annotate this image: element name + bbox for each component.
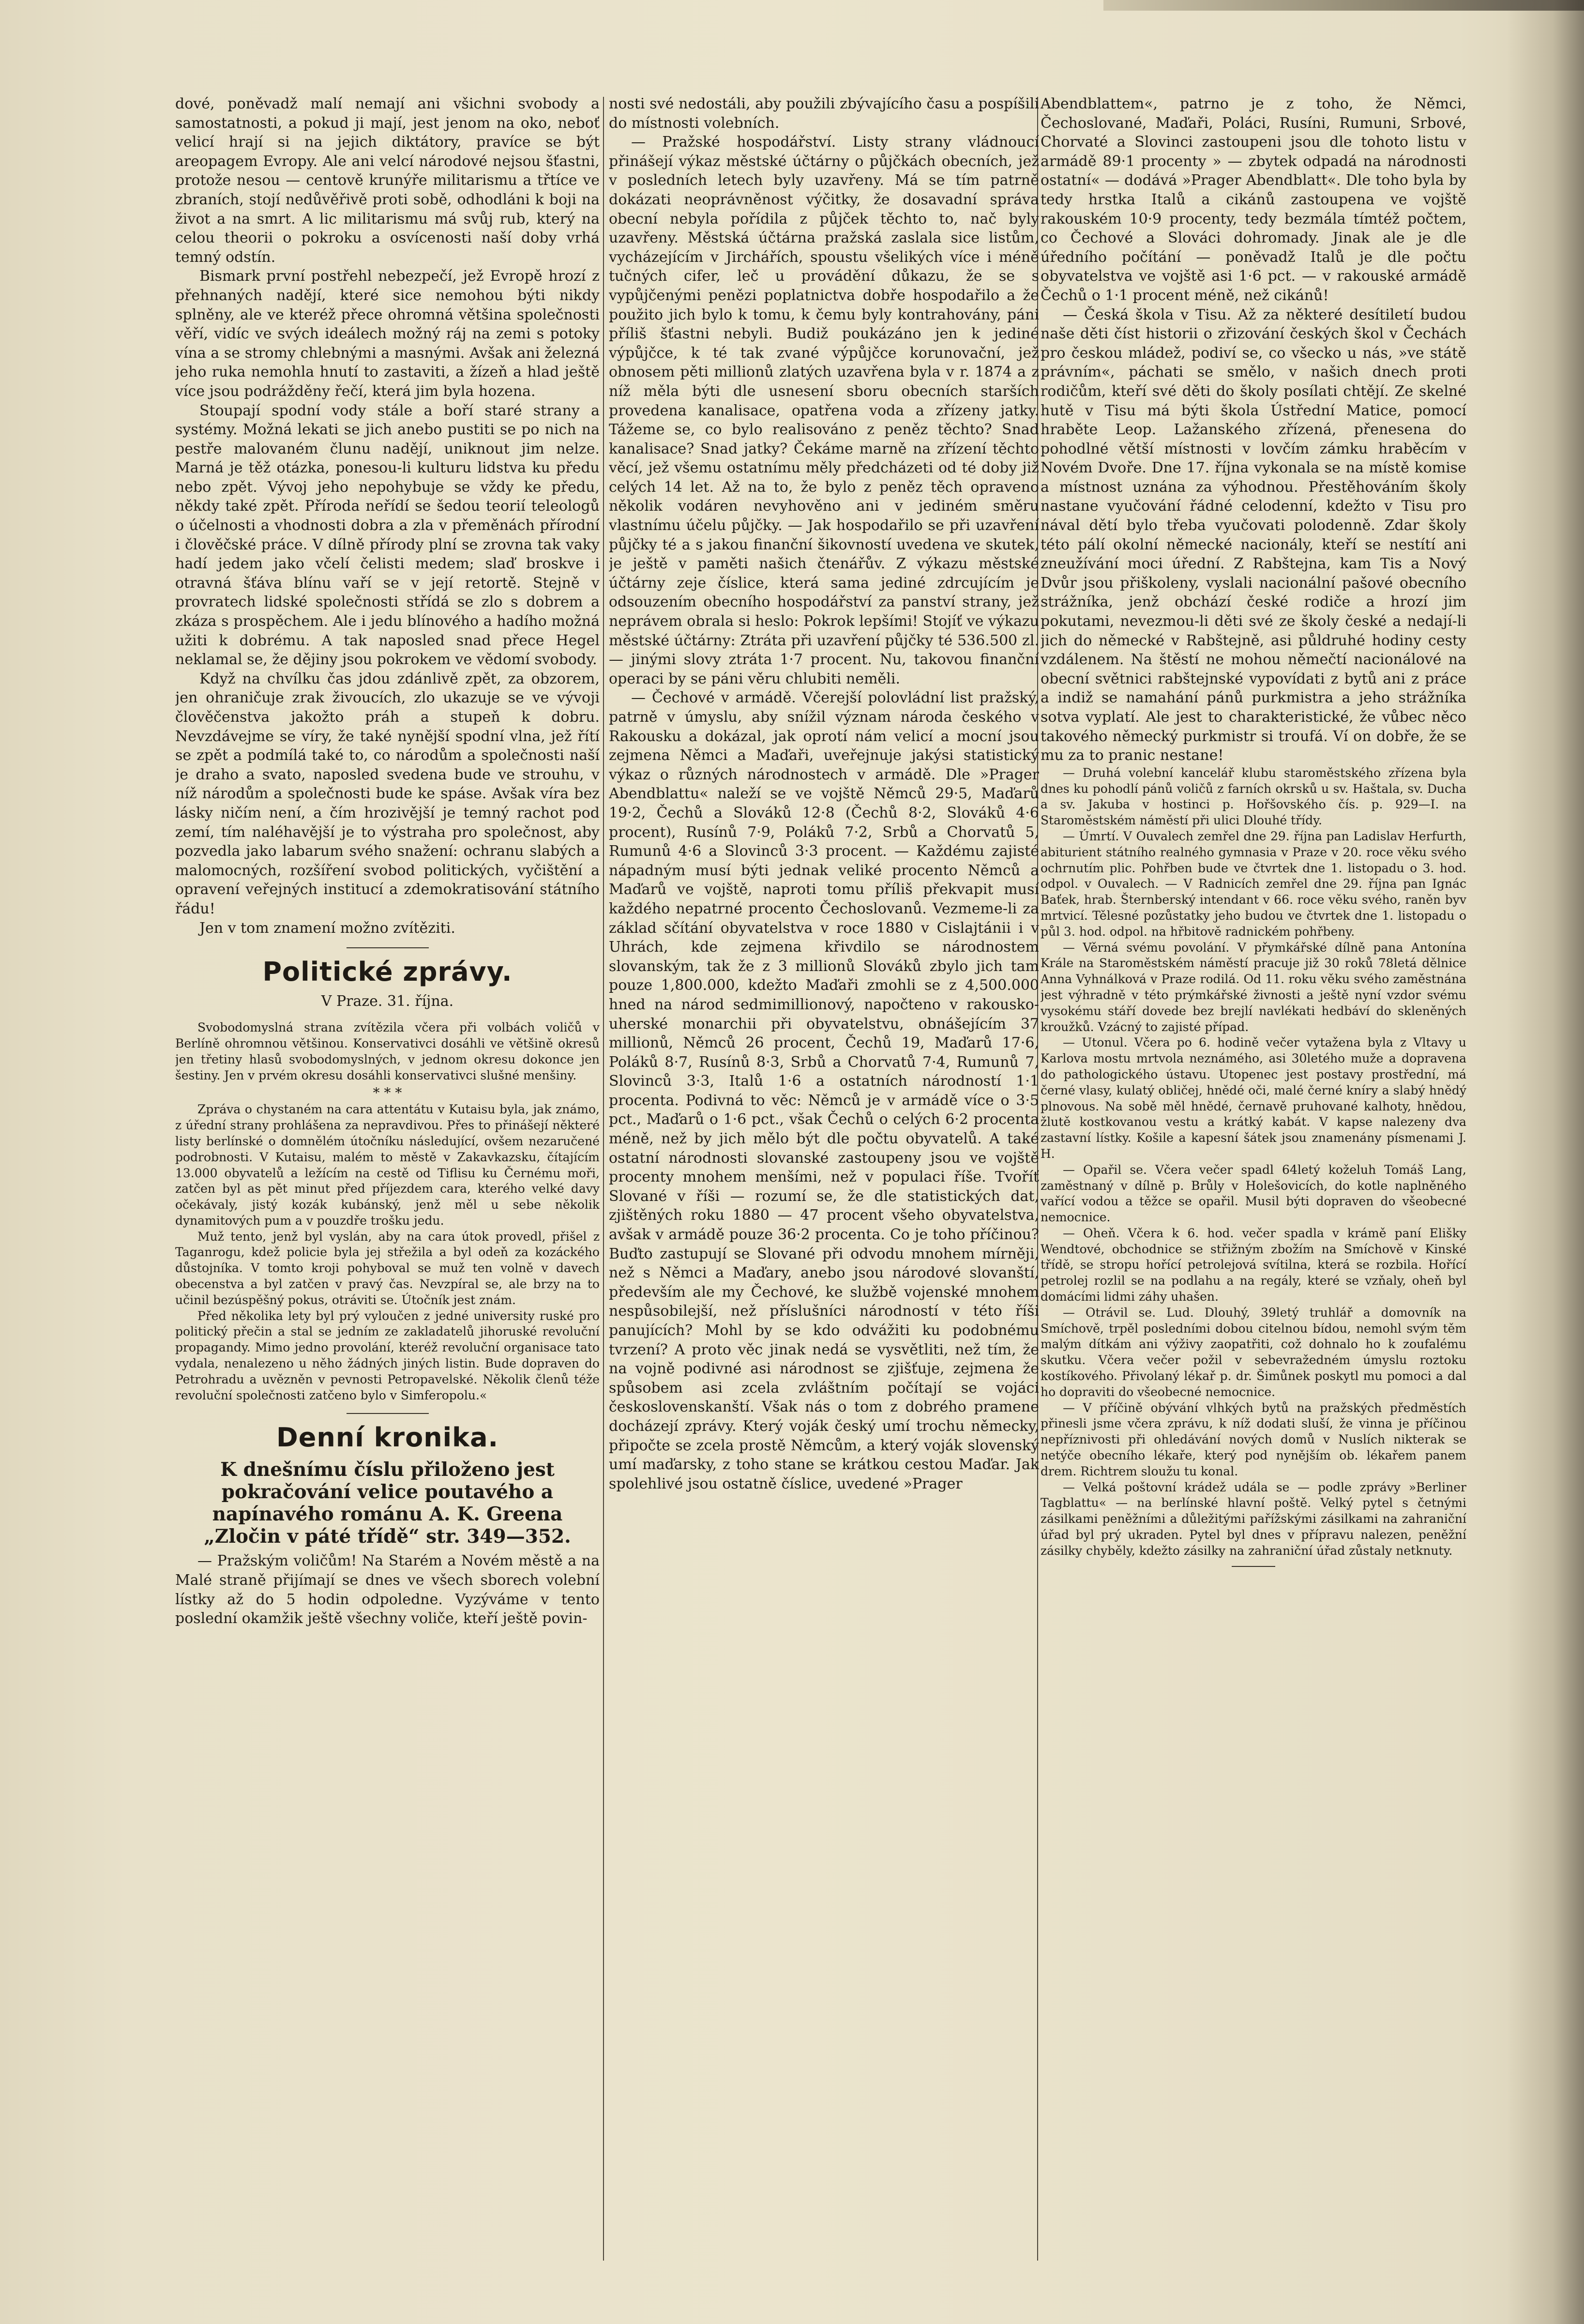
news-item: — Oheň. Včera k 6. hod. večer spadla v krámě paní Elišky Wendtové, obchodnice se střižným zbožím na Smíchově v Kinské třídě, se stropu hořící petrolejová svítilna, která se rozbila. Hořící petrolej rozlil se na podlahu a na regály, které se vzňaly, oheň byl domácími lidmi záhy uhašen. (1041, 1226, 1466, 1304)
news-item: — Čechové v armádě. Včerejší polovládní list pražský, patrně v úmyslu, aby snížil význam národa českého v Rakousku a dokázal, jak oprotí nám velicí a mocní jsou zejmena Němci a Maďaři, uveřejnuje jakýsi statistický výkaz o různých národnostech v armádě. Dle »Prager Abendblattu« naleží se ve vojště Němců 29·5, Maďarů 19·2, Čechů a Slováků 12·8 (Čechů 8·2, Slováků 4·6 procent), Rusínů 7·9, Poláků 7·2, Srbů a Chorvatů 5, Rumunů 4·6 a Slovinců 3·3 procent. — Každému zajisté nápadným musí býti jednak veliké procento Němců a Maďarů ve vojště, naproti tomu příliš překvapit musí každého nepatrné procento Čechoslovanů. Vezmeme-li za základ sčítání obyvatelstva v roce 1880 v Cislajtánii i v Uhrách, kde zejmena křivdilo se národnostem slovanským, tak že z 3 millionů Slováků zbylo jich tam pouze 1,800.000, kdežto Maďaři zmohli se z 4,500.000 hned na národ sedmimillionový, napočteno v rakousko-uherské monarchii při obyvatelstvu, obnášejícím 37 millionů, Němců 26 procent, Čechů 19, Maďarů 17·6, Poláků 8·7, Rusínů 8·3, Srbů a Chorvatů 7·4, Rumunů 7, Slovinců 3·3, Italů 1·6 a ostatních národností 1·1 procenta. Podivná to věc: Němců je v armádě více o 3·5 pct., Maďarů o 1·6 pct., však Čechů o celých 6·2 procenta méně, než by jich mělo být dle počtu obyvatelů. A také ostatní národnosti slovanské zastoupeny jsou ve vojště procenty mnohem menšími, než v populaci říše. Tvoříť Slované v říši — rozumí se, že dle statistických dat, zjištěných roku 1880 — 47 procent všeho obyvatelstva, avšak v armádě pouze 36·2 procenta. Co je toho příčinou? Buďto zastupují se Slované při odvodu mnohem mírněji, než s Němci a Maďary, anebo jsou národové slovanští, především ale my Čechové, ke službě vojenské mnohem nespůsobilejší, než příslušníci národností v této říši panujících? Mohl by se kdo odvážiti ku podobnému tvrzení? A proto věc jinak nedá se vysvětliti, než tím, že na vojně podivné asi národnost se zjišťuje, zejmena že spůsobem asi zcela zvláštním počítají se vojáci československanští. Však nás o tom z dobrého pramene docházejí zprávy. Který voják český umí trochu německy, připočte se zcela prostě Němcům, a který voják slovenský umí maďarsky, z toho stane se krátkou cestou Maďar. Jak spolehlivé jsou ostatně číslice, uvedené »Prager (609, 689, 1039, 1492)
section-divider (347, 1413, 429, 1414)
article-paragraph: dové, poněvadž malí nemají ani všichni svobody a samostatnosti, a pokud ji mají, jest jenom na oko, neboť velicí hrají si na jejich diktátory, pravíce se být areopagem Evropy. Ale ani velcí národové nejsou šťastni, protože nesou — centově krunýře militarismu a třtíce ve zbraních, stojí nedůvěřivě proti sobě, odhodláni k boji na život a na smrt. A lic militarismu má svůj rub, který na celou theorii o pokroku a osvícenosti naší doby vrhá temný odstín. (175, 95, 600, 266)
news-item: Svobodomyslná strana zvítězila včera při volbách voličů v Berlíně ohromnou většinou. Konservativci dosáhli ve většině okresů jen třetiny hlasů svobodomyslných, v jednom okresu dokonce jen šestiny. Jen v prvém okresu dosáhli konservativci slušné menšiny. (175, 1020, 600, 1082)
news-item: — Utonul. Včera po 6. hodině večer vytažena byla z Vltavy u Karlova mostu mrtvola neznámého, asi 30letého muže a dopravena do pathologického ústavu. Utopenec jest postavy prostřední, má černé vlasy, kulatý obličej, hnědé oči, malé černé kníry a slabý hnědý plnovous. Na sobě měl hnědé, černavě pruhované kalhoty, hnědou, žlutě kostkovanou vestu a krátký kabát. V kapse nalezeny dva zastavní lístky. Košile a kapesní šátek jsou znamenány písmenami J. H. (1041, 1035, 1466, 1161)
article-paragraph: Když na chvílku čas jdou zdánlivě zpět, za obzorem, jen ohraničuje zrak živoucích, zlo ukazuje se ve vývoji člověčenstva jakožto práh a stupeň k dobru. Nevzdávejme se víry, že také nynější spodní vlna, jež řítí se zpět a podmílá také to, co národům a společnosti naší je draho a svato, naposled svedena bude ve strouhu, v níž národům a společnosti bude ke spáse. Avšak víra bez lásky ničím není, a čím hrozivější je temný rachot pod zemí, tím naléhavější je to výstraha pro společnost, aby pozvedla jako labarum svého snažení: ochranu slabých a malomocných, rozšíření svobod politických, vyčištění a opravení veřejných institucí a zdemokratisování státního řádu! (175, 670, 600, 917)
news-item: — Otrávil se. Lud. Dlouhý, 39letý truhlář a domovník na Smíchově, trpěl posledními dobou citelnou bídou, nemohl svým těm malým dítkám ani výživy zaopatřiti, což dohnalo ho k zoufalému skutku. Včera večer požil v sebevražedném úmyslu roztoku kostíkového. Přivolaný lékař p. dr. Šimůnek poskytl mu pomoci a dal ho dopraviti do všeobecné nemocnice. (1041, 1305, 1466, 1399)
dateline: V Praze. 31. října. (321, 993, 454, 1010)
supplement-notice: K dnešnímu číslu přiloženo jest pokračování velice poutavého a napínavého románu A. K. Greena „Zločin v páté třídě“ str. 349—352. (204, 1458, 571, 1548)
article-paragraph: Bismark první postřehl nebezpečí, jež Evropě hrozí z přehnaných nadějí, které sice nemohou býti nikdy splněny, ale ve kteréž přece ohromná většina společnosti věří, vidíc ve svých ideálech možný ráj na zemi s potoky vína a se stromy chlebnými a masnými. Avšak ani železná jeho ruka nemohla hnutí to zastaviti, a žízeň a hlad ještě více jsou podrážděny řečí, která jim byla hozena. (175, 268, 600, 400)
news-item: — V příčině obývání vlhkých bytů na pražských předměstích přinesli jsme včera zprávu, k níž dodati sluší, že vinna je příčinou nepříznivosti při ohledávání nových domů v Nuslích nikterak se netýče obecního lékaře, který pod nynějším ob. lékařem panem drem. Richtrem sloužu tu konal. (1041, 1400, 1466, 1478)
news-item: — Pražským voličům! Na Starém a Novém městě a na Malé straně přijímají se dnes ve všech sborech volební lístky až do 5 hodin odpoledne. Vyzýváme v tento poslední okamžik ještě všechny voliče, kteří ještě povin- (175, 1552, 600, 1627)
article-paragraph: Abendblattem«, patrno je z toho, že Němci, Čechoslované, Maďaři, Poláci, Rusíni, Rumuni, Srbové, Chorvaté a Slovinci zastoupeni jsou dle tohoto listu v armádě 89·1 procenty » — zbytek odpadá na národnosti ostatní« — dodává »Prager Abendblatt«. Dle toho byla by tedy hrstka Italů a cikánů zastoupena ve vojště rakouském 10·9 procenty, tedy bezmála tímtéž počtem, co Čechové a Slováci dohromady. Jinak ale je dle úředního počítání — poněvadž Italů je dle počtu obyvatelstva ve vojště asi 1·6 pct. — v rakouské armádě Čechů o 1·1 procent méně, než cikánů! (1041, 95, 1466, 304)
column-rule (603, 97, 604, 2261)
news-item: — Velká poštovní krádež udála se — podle zprávy »Berliner Tagblattu« — na berlínské hlavní poště. Velký pytel s četnými zásilkami peněžními a důležitými pařížskými zásilkami na zahraniční úřad byl prý ukraden. Pytel byl dnes v přípravu nalezen, peněžní zásilky chyběly, kdežto zásilky na zahraniční úřad zůstaly netknuty. (1041, 1480, 1466, 1558)
column-3 (1041, 94, 1466, 2282)
news-item: Zpráva o chystaném na cara attentátu v Kutaisu byla, jak známo, z úřední strany prohlášena za nepravdivou. Přes to přinášejí některé listy berlínské o domnělém útočníku následující, ovšem nezaručené podrobnosti. V Kutaisu, malém to městě v Zakavkazsku, čítajícím 13.000 obyvatelů a ležícím na cestě od Tiflisu ku Černému moři, zatčen byl as pět minut před příjezdem cara, kterého velké davy očekávaly, jistý kozák kubánský, jenž měl u sebe několik dynamitových pum a v pouzdře trošku jedu. (175, 1102, 600, 1228)
news-item: — Opařil se. Včera večer spadl 64letý koželuh Tomáš Lang, zaměstnaný v dílně p. Brůly v Holešovicích, do kotle naplněného vařící vodou a těžce se opařil. Musil býti dopraven do všeobecné nemocnice. (1041, 1162, 1466, 1225)
news-item: — Pražské hospodářství. Listy strany vládnoucí přinášejí výkaz městské účtárny o půjčkách obecních, jež v posledních letech byly uzavřeny. Má se tím patrně dokázati neoprávněnost výčitky, že dosavadní správa obecní nebyla pořídila z půjček těchto to, nač byly uzavřeny. Městská účtárna pražská zaslala sice listům, vycházejícím v Jirchářích, spoustu všelikých více i méně tučných cifer, leč u provádění důkazu, že se s vypůjčenými penězi poplatnictva dobře hospodařilo a že použito jich bylo k tomu, k čemu byly kontrahovány, páni příliš šťastni nebyli. Budiž poukázáno jen k jediné výpůjčce, k té tak zvané výpůjčce korunovační, jež obnosem pěti millionů zlatých uzavřena byla v r. 1874 a z níž měla býti dle usnesení sboru obecních starších provedena kanalisace, opatřena voda a zřízeny jatky. Tážeme se, co bylo realisováno z peněz těchto? Snad kanalisace? Snad jatky? Čekáme marně na zřízení těchto věcí, jež všemu ostatnímu měly předcházeti od té doby již celých 14 let. Až na to, že bylo z peněz těch opraveno několik vodáren nevyhověno ani v jediném směru vlastnímu účelu půjčky. — Jak hospodařilo se při uzavření půjčky té a s jakou finanční šikovností uvedena ve skutek, je ještě v paměti našich čtenářův. Z výkazu městské účtárny zeje číslice, která sama jediné zdrcujícím je odsouzením obecního hospodářství za panství strany, jež neprávem obrala si heslo: Pokrok lepšími! Stojíť ve výkazu městské účtárny: Ztráta při uzavření půjčky té 536.500 zl. — jinými slovy ztráta 1·7 procent. Nu, takovou finanční operaci by se páni věru chlubiti neměli. (609, 134, 1039, 687)
news-item: Muž tento, jenž byl vyslán, aby na cara útok provedl, přišel z Taganrogu, kdež policie byla jej střežila a byl odeň za kozáckého důstojníka. V tomto kroji pohyboval se muž ten volně v davech obecenstva a byl zatčen v pravý čas. Nevzpíral se, ale brzy na to učinil bezúspěšný pokus, otráviti se. Útočník jest znám. (175, 1229, 600, 1307)
article-paragraph: nosti své nedostáli, aby použili zbývajícího času a pospíšili do místnosti volebních. (609, 95, 1039, 132)
news-item: — Věrná svému povolání. V přymkářské dílně pana Antonína Krále na Staroměstském náměstí pracuje již 30 roků 78letá dělnice Anna Vyhnálková v Praze rodilá. Od 11. roku věku svého zaměstnána jest výhradně v této prýmkářské živnosti a ještě nyní vzdor svému vysokému stáří dovede bez brejlí navlékati hedbáví do skleněných kroužků. Vzácný to zajisté případ. (1041, 940, 1466, 1034)
section-divider (347, 947, 429, 948)
column-2 (609, 94, 1039, 2282)
end-divider (1232, 1566, 1275, 1567)
news-item: — Úmrtí. V Ouvalech zemřel dne 29. října pan Ladislav Herfurth, abiturient státního realného gymnasia v Praze v 20. roce věku svého ochrnutím plic. Pohřben bude ve čtvrtek dne 1. listopadu o 3. hod. odpol. v Ouvalech. — V Radnicích zemřel dne 29. října pan Ignác Baťek, hrab. Šternberský intendant v 66. roce věku svého, raněn byv mrtvicí. Tělesné pozůstatky jeho budou ve čtvrtek dne 1. listopadu o půl 3. hod. odpol. na hřbitově radnickém pohřbeny. (1041, 829, 1466, 939)
page-fold-shadow (1507, 0, 1584, 2324)
news-item: — Česká škola v Tisu. Až za některé desítiletí budou naše děti číst historii o zřizování českých škol v Čechách pro českou mládež, podiví se, co všecko u nás, »ve státě právním«, páchati se smělo, v našich dnech proti rodičům, kteří své děti do školy posílati chtějí. Ze skelné hutě v Tisu má býti škola Ústřední Matice, pomocí hraběte Leop. Lažanského zřízená, přenesena do pohodlné větší místnosti v lovčím zámku hraběcím v Novém Dvoře. Dne 17. října vykonala se na místě komise a místnost uznána za výhodnou. Přestěhováním školy nastane vyučování řádné celodenní, kdežto v Tisu pro nával dětí bylo třeba vyučovati polodenně. Zdar školy této pálí okolní německé nacionály, kteří se nestítí ani zneužívání moci úřední. Z Rabštejna, kam Tis a Nový Dvůr jsou přiškoleny, vyslali nacionální pašové obecního strážníka, jenž obchází české rodiče a hrozí jim pokutami, nevezmou-li děti své ze školy české a nedají-li jich do německé v Rabštejně, asi půldruhé hodiny cesty vzdálenem. Na štěstí ne mohou němečtí nacionálové na obecní světnici rabštejnské vypovídati z bytů ani z práce a indiž se namahání pánů purkmistra a jeho strážníka sotva vyplatí. Ale jest to charakteristické, že vůbec něco takového německý purkmistr si troufá. Ví on dobře, že se mu za to pranic nestane! (1041, 306, 1466, 764)
section-heading-politicke-zpravy: Politické zprávy. (262, 957, 513, 987)
news-item: — Druhá volební kancelář klubu staroměstského zřízena byla dnes ku pohodlí pánů voličů z farních okrsků u sv. Haštala, sv. Ducha a sv. Jakuba v hostinci p. Hořšovského čís. p. 929—I. na Staroměstském náměstí při ulici Dlouhé třídy. (1041, 765, 1466, 828)
section-heading-denni-kronika: Denní kronika. (276, 1422, 499, 1453)
asterism: * * * (373, 1085, 402, 1101)
article-paragraph: Jen v tom znamení možno zvítěziti. (199, 919, 455, 937)
article-paragraph: Stoupají spodní vody stále a boří staré strany a systémy. Možná lekati se jich anebo pustiti se po nich na pestře malovaném člunu nadějí, uniknout jim nelze. Marná je těž otázka, ponesou-li kulturu lidstva ku předu nebo zpět. Vývoj jeho nepohybuje se vždy ke předu, někdy také zpět. Příroda neřídí se šedou teorií teleologů o účelnosti a vhodnosti dobra a zla v přeměnách přírodní i člověčské práce. V dílně přírody plní se zrovna tak vaky hadí jedem jako včelí čelisti medem; slaď broskve i otravná šťáva blínu vaří se v její retortě. Stejně v provratech lidské společnosti střídá se zlo s dobrem a zkáza s prospěchem. Ale i jedu blínového a hadího možná užiti k dobrému. A tak naposled snad přece Hegel neklamal se, že dějiny jsou pokrokem ve vědomí svobody. (175, 402, 600, 668)
news-item: Před několika lety byl prý vyloučen z jedné university ruské pro politický přečin a stal se jedním ze zakladatelů jihoruské revoluční propagandy. Mimo jedno provolání, kteréž revoluční organisace tato vydala, nenalezeno u něho žádných jiných listin. Bude dopraven do Petrohradu a uvězněn v pevnosti Petropavelské. Několik členů téže revoluční společnosti zatčeno bylo v Simferopolu.« (175, 1308, 600, 1402)
column-1 (175, 94, 600, 2282)
